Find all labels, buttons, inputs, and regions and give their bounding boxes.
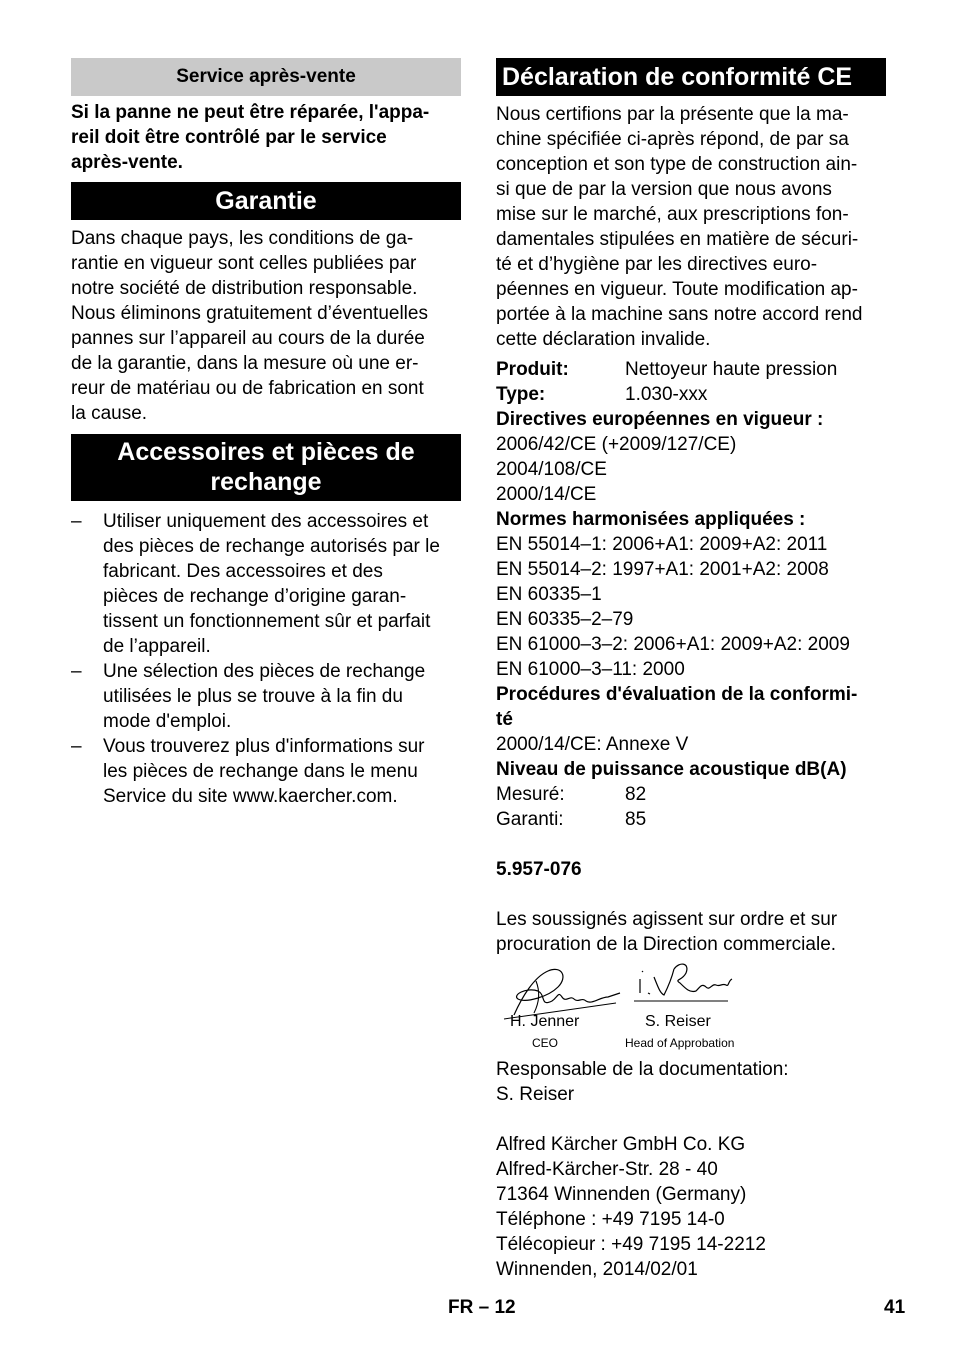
text-line: Les soussignés agissent sur ordre et sur <box>496 909 838 930</box>
text-line: cette déclaration invalide. <box>496 329 711 350</box>
mesure-row <box>496 782 886 807</box>
text-line: la cause. <box>71 403 148 424</box>
text-line: les pièces de rechange dans le menu <box>103 761 418 782</box>
garantie-heading: Garantie <box>71 182 461 220</box>
service-heading: Service après-vente <box>71 58 461 96</box>
bullet-dash: – <box>71 511 82 532</box>
text-line: pannes sur l’appareil au cours de la durée <box>71 328 425 349</box>
declaration-heading: Déclaration de conformité CE <box>496 58 886 96</box>
text-line: chine spécifiée ci-après répond, de par sa <box>496 129 849 150</box>
niveau-label: Niveau de puissance acoustique dB(A) <box>496 759 847 780</box>
page-number: 41 <box>884 1297 906 1318</box>
declaration-intro <box>496 102 886 352</box>
norme-item: EN 55014–1: 2006+A1: 2009+A2: 2011 <box>496 534 828 555</box>
text-line: Winnenden, 2014/02/01 <box>496 1259 698 1280</box>
heading-line: rechange <box>210 468 322 496</box>
produit-row <box>496 357 886 382</box>
text-line: tissent un fonctionnement sûr et parfait <box>103 611 431 632</box>
list-item <box>71 509 461 659</box>
text-line: Dans chaque pays, les conditions de ga- <box>71 228 414 249</box>
text-line: reur de matériau ou de fabrication en sont <box>71 378 424 399</box>
text-line: Si la panne ne peut être réparée, l'appa- <box>71 102 430 123</box>
text-line: rantie en vigueur sont celles publiées par <box>71 253 417 274</box>
signer1-title: CEO <box>532 1036 559 1050</box>
bullet-dash: – <box>71 736 82 757</box>
directive-item: 2000/14/CE <box>496 484 597 505</box>
text-line: mise sur le marché, aux prescriptions fon- <box>496 204 849 225</box>
responsable-text <box>496 1057 886 1107</box>
text-line: Télécopieur : +49 7195 14-2212 <box>496 1234 766 1255</box>
soussignes-text <box>496 907 886 957</box>
text-line: Utiliser uniquement des accessoires et <box>103 511 429 532</box>
service-text <box>71 100 461 175</box>
norme-item: EN 61000–3–2: 2006+A1: 2009+A2: 2009 <box>496 634 850 655</box>
text-line: conception et son type de construction ain- <box>496 154 858 175</box>
text-line: après-vente. <box>71 152 183 173</box>
heading-line: Accessoires et pièces de <box>117 438 415 466</box>
text-line: té et d’hygiène par les directives euro- <box>496 254 818 275</box>
list-item <box>71 659 461 734</box>
directives-label: Directives européennes en vigueur : <box>496 409 824 430</box>
produit-label: Produit: <box>496 359 569 380</box>
procedures-value: 2000/14/CE: Annexe V <box>496 734 689 755</box>
norme-item: EN 55014–2: 1997+A1: 2001+A2: 2008 <box>496 559 829 580</box>
norme-item: EN 60335–1 <box>496 584 602 605</box>
product-info <box>496 357 886 832</box>
text-line: Service du site www.kaercher.com. <box>103 786 398 807</box>
text-line: mode d'emploi. <box>103 711 232 732</box>
text-line: notre société de distribution responsable. <box>71 278 418 299</box>
procedures-label <box>496 682 886 732</box>
garanti-value: 85 <box>625 809 647 830</box>
accessoires-heading <box>71 434 461 501</box>
text-line: Téléphone : +49 7195 14-0 <box>496 1209 725 1230</box>
text-line: Procédures d'évaluation de la conformi- <box>496 684 858 705</box>
mesure-label: Mesuré: <box>496 784 565 805</box>
text-line: péennes en vigueur. Toute modification ap- <box>496 279 858 300</box>
address-block <box>496 1132 886 1282</box>
type-value: 1.030-xxx <box>625 384 708 405</box>
signer1-name: H. Jenner <box>510 1013 580 1030</box>
left-column <box>71 58 461 809</box>
text-line: S. Reiser <box>496 1084 575 1105</box>
directive-item: 2006/42/CE (+2009/127/CE) <box>496 434 737 455</box>
text-line: Une sélection des pièces de rechange <box>103 661 426 682</box>
list-item <box>71 734 461 809</box>
mesure-value: 82 <box>625 784 647 805</box>
text-line: procuration de la Direction commerciale. <box>496 934 837 955</box>
produit-value: Nettoyeur haute pression <box>625 359 838 380</box>
text-line: pièces de rechange d’origine garan- <box>103 586 407 607</box>
directive-item: 2004/108/CE <box>496 459 607 480</box>
signer2-title: Head of Approbation <box>625 1036 735 1050</box>
text-line: té <box>496 709 513 730</box>
page-footer-label: FR – 12 <box>448 1297 516 1318</box>
text-line: Responsable de la documentation: <box>496 1059 789 1080</box>
text-line: utilisées le plus se trouve à la fin du <box>103 686 403 707</box>
type-row <box>496 382 886 407</box>
signer2-name: S. Reiser <box>645 1013 711 1030</box>
text-line: Nous éliminons gratuitement d’éventuelles <box>71 303 428 324</box>
text-line: Alfred-Kärcher-Str. 28 - 40 <box>496 1159 718 1180</box>
bullet-dash: – <box>71 661 82 682</box>
text-line: Alfred Kärcher GmbH Co. KG <box>496 1134 746 1155</box>
text-line: reil doit être contrôlé par le service <box>71 127 387 148</box>
text-line: Nous certifions par la présente que la ma- <box>496 104 849 125</box>
normes-label: Normes harmonisées appliquées : <box>496 509 806 530</box>
norme-item: EN 60335–2–79 <box>496 609 634 630</box>
garantie-text <box>71 226 461 426</box>
text-line: des pièces de rechange autorisés par le <box>103 536 440 557</box>
garanti-row <box>496 807 886 832</box>
signatures-block <box>496 957 886 1057</box>
type-label: Type: <box>496 384 546 405</box>
text-line: de la garantie, dans la mesure où une er- <box>71 353 419 374</box>
accessoires-list <box>71 509 461 809</box>
text-line: fabricant. Des accessoires et des <box>103 561 383 582</box>
text-line: Vous trouverez plus d'informations sur <box>103 736 425 757</box>
garanti-label: Garanti: <box>496 809 564 830</box>
right-column <box>496 58 886 1282</box>
text-line: 71364 Winnenden (Germany) <box>496 1184 747 1205</box>
text-line: portée à la machine sans notre accord rend <box>496 304 863 325</box>
text-line: damentales stipulées en matière de sécuri- <box>496 229 859 250</box>
document-number: 5.957-076 <box>496 859 582 880</box>
text-line: de l’appareil. <box>103 636 211 657</box>
text-line: si que de par la version que nous avons <box>496 179 832 200</box>
norme-item: EN 61000–3–11: 2000 <box>496 659 685 680</box>
